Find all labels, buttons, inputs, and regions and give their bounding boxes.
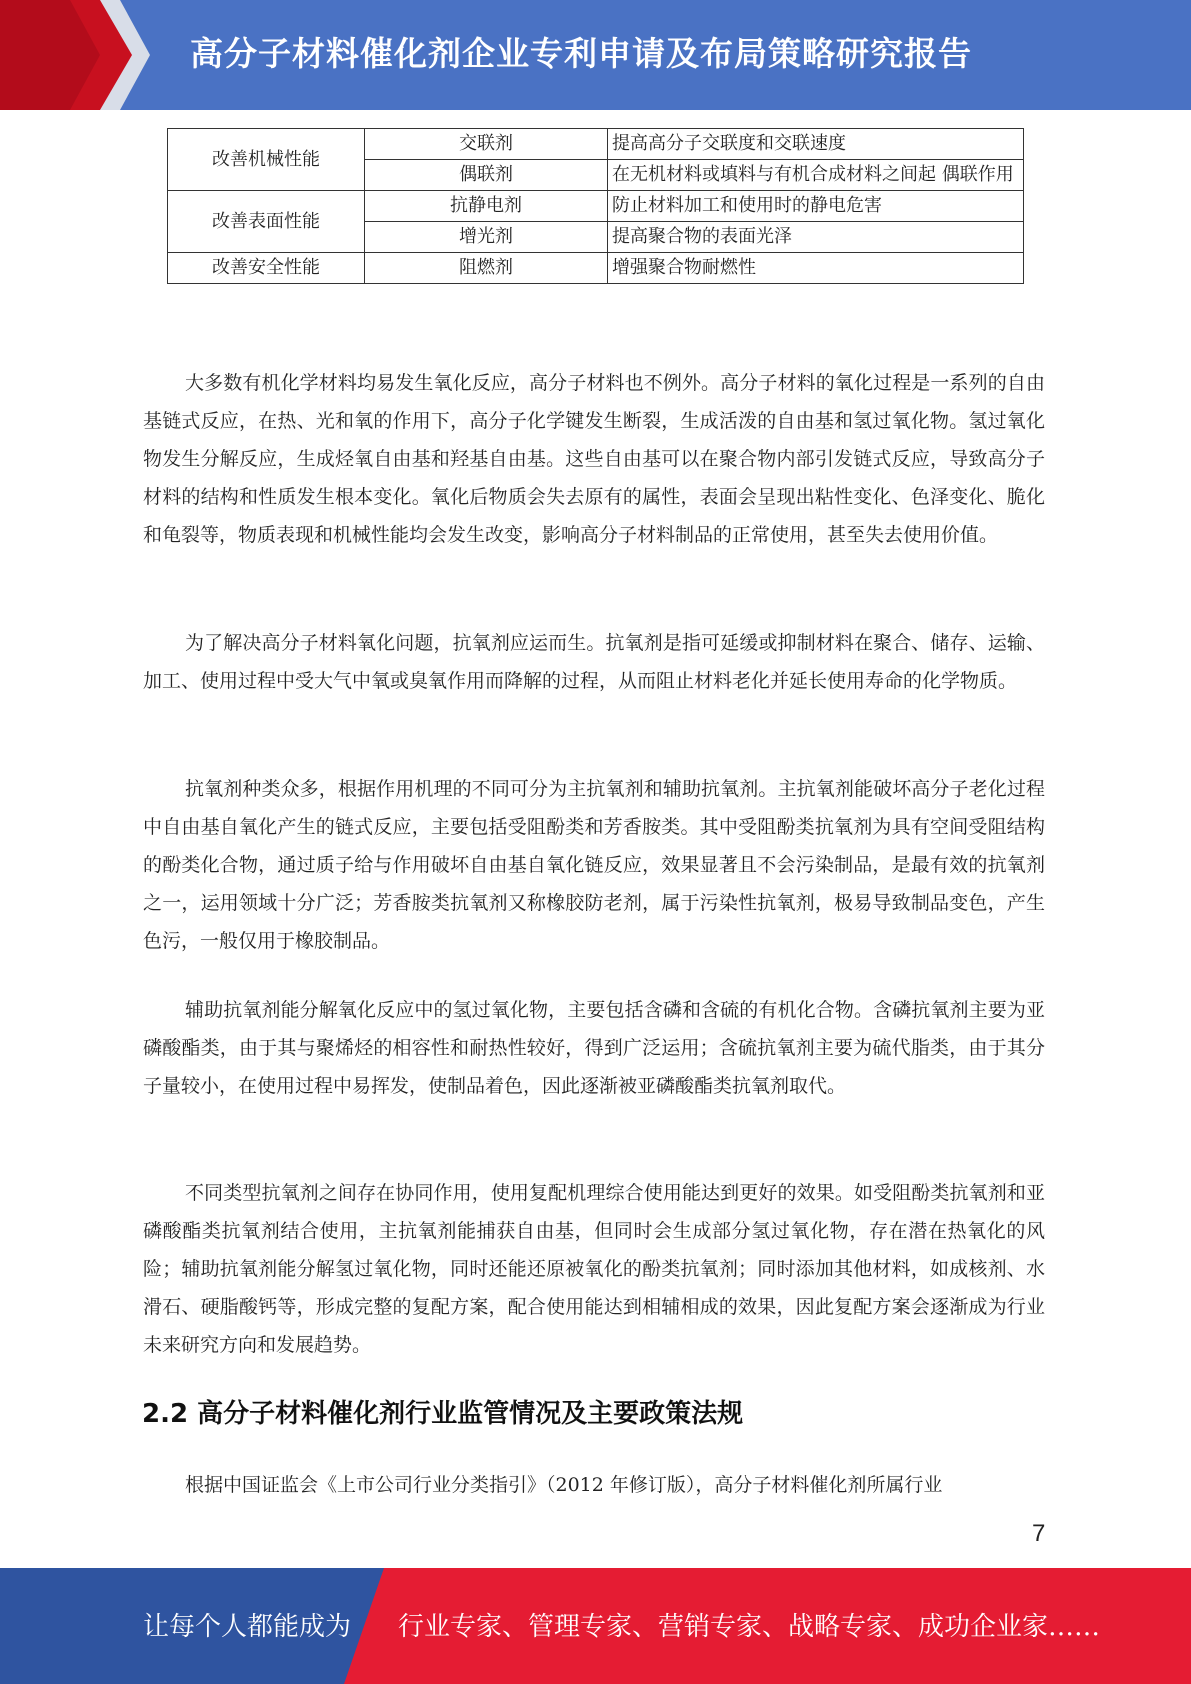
body-paragraph: 不同类型抗氧剂之间存在协同作用，使用复配机理综合使用能达到更好的效果。如受阻酚类抗氧剂和亚磷酸酯类抗氧剂结合使用，主抗氧剂能捕获自由基，但同时会生成部分氢过氧化物，存在潜在热氧化的风险；辅助抗氧剂能分解氢过氧化物，同时还能还原被氧化的酚类抗氧剂；同时添加其他材料，如成核剂、水滑石、硬脂酸钙等，形成完整的复配方案，配合使用能达到相辅相成的效果，因此复配方案会逐渐成为行业未来研究方向和发展趋势。 [143, 1182, 1045, 1356]
table-cell-desc: 在无机材料或填料与有机合成材料之间起 偶联作用 [608, 160, 1024, 191]
table-cell-name: 增光剂 [365, 222, 608, 253]
table-cell-category: 改善表面性能 [168, 191, 365, 253]
body-paragraph: 根据中国证监会《上市公司行业分类指引》（2012 年修订版），高分子材料催化剂所属行业 [185, 1474, 943, 1496]
table-cell-category: 改善安全性能 [168, 253, 365, 284]
body-paragraph: 辅助抗氧剂能分解氧化反应中的氢过氧化物，主要包括含磷和含硫的有机化合物。含磷抗氧剂主要为亚磷酸酯类，由于其与聚烯烃的相容性和耐热性较好，得到广泛运用；含硫抗氧剂主要为硫代脂类，由于其分子量较小，在使用过程中易挥发，使制品着色，因此逐渐被亚磷酸酯类抗氧剂取代。 [143, 999, 1045, 1097]
table-cell-desc: 增强聚合物耐燃性 [608, 253, 1024, 284]
table-row [168, 191, 1024, 222]
body-paragraph: 抗氧剂种类众多，根据作用机理的不同可分为主抗氧剂和辅助抗氧剂。主抗氧剂能破坏高分子老化过程中自由基自氧化产生的链式反应，主要包括受阻酚类和芳香胺类。其中受阻酚类抗氧剂为具有空间受阻结构的酚类化合物，通过质子给与作用破坏自由基自氧化链反应，效果显著且不会污染制品，是最有效的抗氧剂之一，运用领域十分广泛；芳香胺类抗氧剂又称橡胶防老剂，属于污染性抗氧剂，极易导致制品变色，产生色污，一般仅用于橡胶制品。 [143, 778, 1045, 952]
page-footer [0, 1568, 1191, 1684]
footer-slogan-left: 让每个人都能成为 [143, 1612, 352, 1642]
report-title: 高分子材料催化剂企业专利申请及布局策略研究报告 [190, 34, 972, 73]
table-row [168, 253, 1024, 284]
additive-table [167, 128, 1024, 284]
table-cell-desc: 提高聚合物的表面光泽 [608, 222, 1024, 253]
section-heading: 2.2 高分子材料催化剂行业监管情况及主要政策法规 [142, 1399, 744, 1429]
footer-slogan-right: 行业专家、管理专家、营销专家、战略专家、成功企业家…… [398, 1612, 1101, 1642]
table-row [168, 129, 1024, 160]
table-cell-desc: 防止材料加工和使用时的静电危害 [608, 191, 1024, 222]
page-number: 7 [1032, 1520, 1046, 1547]
table-cell-category: 改善机械性能 [168, 129, 365, 191]
body-paragraph: 大多数有机化学材料均易发生氧化反应，高分子材料也不例外。高分子材料的氧化过程是一系列的自由基链式反应，在热、光和氧的作用下，高分子化学键发生断裂，生成活泼的自由基和氢过氧化物。氢过氧化物发生分解反应，生成烃氧自由基和羟基自由基。这些自由基可以在聚合物内部引发链式反应，导致高分子材料的结构和性质发生根本变化。氧化后物质会失去原有的属性，表面会呈现出粘性变化、色泽变化、脆化和龟裂等，物质表现和机械性能均会发生改变，影响高分子材料制品的正常使用，甚至失去使用价值。 [143, 372, 1045, 546]
table-cell-name: 抗静电剂 [365, 191, 608, 222]
table-cell-name: 阻燃剂 [365, 253, 608, 284]
table-cell-name: 交联剂 [365, 129, 608, 160]
table-cell-desc: 提高高分子交联度和交联速度 [608, 129, 1024, 160]
body-paragraph: 为了解决高分子材料氧化问题，抗氧剂应运而生。抗氧剂是指可延缓或抑制材料在聚合、储存、运输、加工、使用过程中受大气中氧或臭氧作用而降解的过程，从而阻止材料老化并延长使用寿命的化学物质。 [143, 632, 1045, 692]
table-cell-name: 偶联剂 [365, 160, 608, 191]
page-header [0, 0, 1191, 110]
